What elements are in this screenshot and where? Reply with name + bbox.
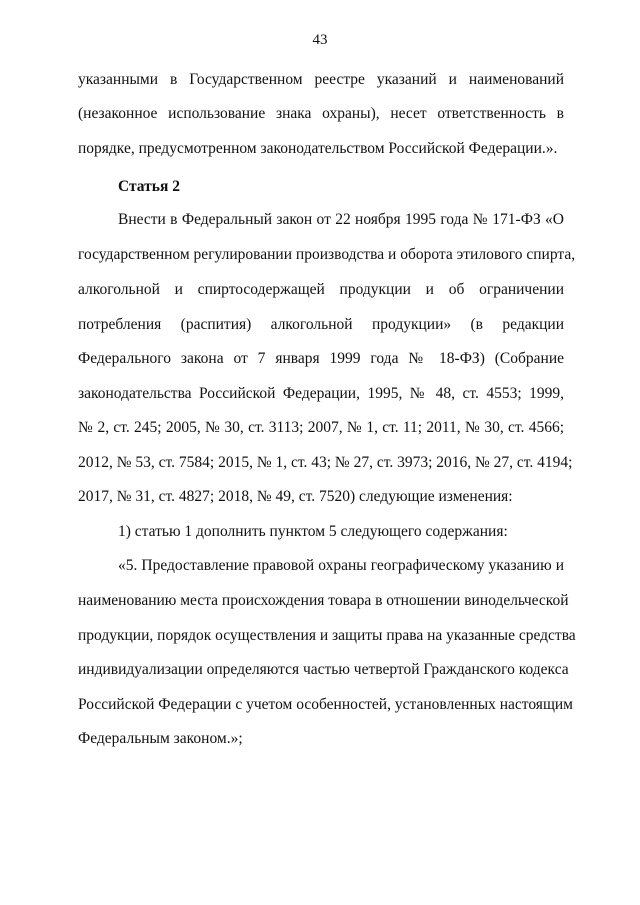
text-line: законодательства Российской Федерации, 1995, № 48, ст. 4553; 1999, bbox=[78, 385, 564, 402]
item-1: 1) статью 1 дополнить пунктом 5 следующего содержания: bbox=[118, 523, 508, 540]
text-line: потребления (распития) алкогольной продукции» (в редакции bbox=[78, 316, 564, 333]
text-line: индивидуализации определяются частью четвертой Гражданского кодекса bbox=[78, 661, 569, 678]
text-line: 2012, № 53, ст. 7584; 2015, № 1, ст. 43; № 27, ст. 3973; 2016, № 27, ст. 4194; bbox=[78, 454, 573, 471]
text-line: Федерального закона от 7 января 1999 года № 18-ФЗ) (Собрание bbox=[78, 350, 564, 367]
text-line: продукции, порядок осуществления и защиты права на указанные средства bbox=[78, 627, 576, 644]
text-line: Федеральным законом.»; bbox=[78, 730, 243, 747]
text-line: Внести в Федеральный закон от 22 ноября 1995 года № 171-ФЗ «О bbox=[118, 211, 564, 228]
text-line: Российской Федерации с учетом особенностей, установленных настоящим bbox=[78, 696, 573, 713]
text-line: алкогольной и спиртосодержащей продукции и об ограничении bbox=[78, 281, 564, 298]
page-number: 43 bbox=[312, 32, 328, 48]
text-line: (незаконное использование знака охраны), несет ответственность в bbox=[78, 105, 564, 122]
article-heading: Статья 2 bbox=[118, 178, 180, 195]
text-line: указанными в Государственном реестре указаний и наименований bbox=[78, 71, 564, 88]
text-line: порядке, предусмотренном законодательством Российской Федерации.». bbox=[78, 140, 558, 157]
text-line: № 2, ст. 245; 2005, № 30, ст. 3113; 2007, № 1, ст. 11; 2011, № 30, ст. 4566; bbox=[78, 419, 564, 436]
text-line: «5. Предоставление правовой охраны географическому указанию и bbox=[118, 557, 564, 574]
text-line: наименованию места происхождения товара в отношении винодельческой bbox=[78, 592, 569, 609]
text-line: 2017, № 31, ст. 4827; 2018, № 49, ст. 7520) следующие изменения: bbox=[78, 488, 513, 505]
text-line: государственном регулировании производства и оборота этилового спирта, bbox=[78, 246, 576, 263]
